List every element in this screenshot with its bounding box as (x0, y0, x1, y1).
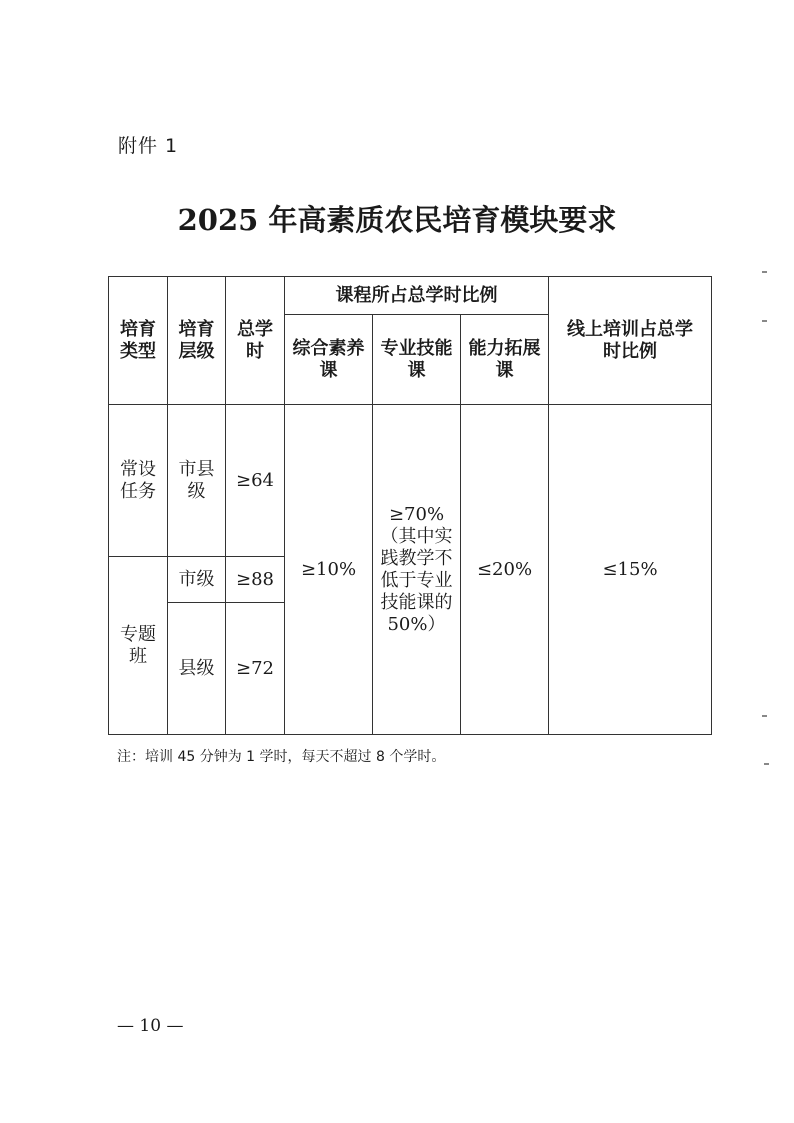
cell-special-type: 专题班 (109, 557, 168, 735)
cell-ability-ratio: ≤20% (461, 405, 549, 735)
header-ability-course: 能力拓展课 (461, 315, 549, 405)
cell-regular-hours: ≥64 (226, 405, 285, 557)
cell-county-hours: ≥72 (226, 603, 285, 735)
header-total-hours: 总学时 (226, 277, 285, 405)
cell-regular-level: 市县级 (168, 405, 226, 557)
cell-city-hours: ≥88 (226, 557, 285, 603)
scan-mark (764, 763, 769, 765)
scan-mark (762, 271, 767, 273)
header-training-level: 培育层级 (168, 277, 226, 405)
cell-online-ratio: ≤15% (549, 405, 712, 735)
attachment-label: 附件 1 (118, 135, 179, 157)
skill-ratio-note: （其中实践教学不低于专业技能课的50%） (380, 525, 453, 635)
training-module-table (108, 276, 712, 735)
header-skill-course: 专业技能课 (373, 315, 461, 405)
header-online-ratio: 线上培训占总学时比例 (549, 277, 712, 405)
document-title: 2025 年高素质农民培育模块要求 (177, 203, 617, 237)
cell-city-level: 市级 (168, 557, 226, 603)
header-course-ratio-group: 课程所占总学时比例 (285, 277, 549, 315)
table-row-regular (109, 405, 712, 557)
cell-regular-type: 常设任务 (109, 405, 168, 557)
table-header-row (109, 277, 712, 315)
table-footnote: 注：培训 45 分钟为 1 学时，每天不超过 8 个学时。 (117, 749, 446, 765)
header-training-type: 培育类型 (109, 277, 168, 405)
skill-ratio-main: ≥70% (388, 503, 445, 525)
cell-general-ratio: ≥10% (285, 405, 373, 735)
page-number: — 10 — (117, 1016, 184, 1036)
header-general-course: 综合素养课 (285, 315, 373, 405)
scan-mark (762, 715, 767, 717)
cell-skill-ratio (373, 405, 461, 735)
scan-mark (762, 320, 767, 322)
cell-county-level: 县级 (168, 603, 226, 735)
